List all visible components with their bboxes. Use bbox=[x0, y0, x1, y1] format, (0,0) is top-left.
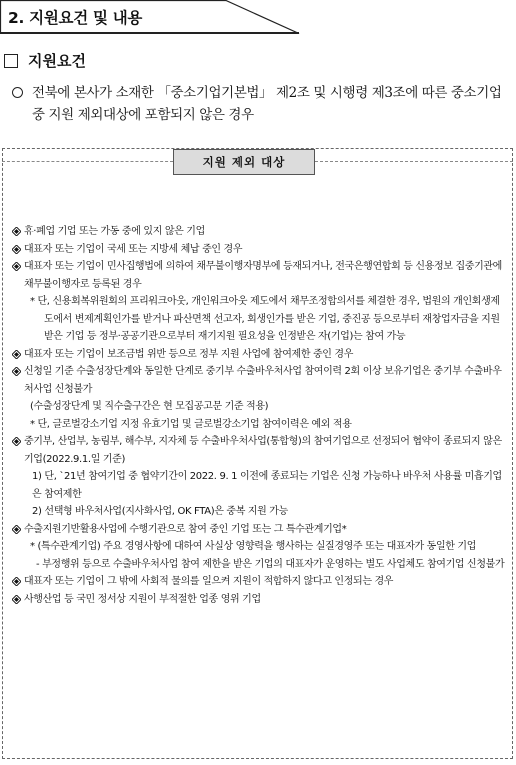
exclusion-item-text: * (특수관계기업) 주요 경영사항에 대하여 사실상 영향력을 행사하는 실질경영주 또는 대표자가 동일한 기업 bbox=[30, 541, 477, 552]
exclusion-item-text: (수출성장단계 및 직수출구간은 현 모집공고문 기준 적용) bbox=[30, 401, 269, 412]
section-banner bbox=[0, 0, 300, 34]
exclusion-item-text: * 단, 신용회복위원회의 프리워크아웃, 개인워크아웃 제도에서 채무조정합의서를 체결한 경우, 법원의 개인회생제도에서 변제계획인가를 받거나 파산면책 선고자, 회생인가를 받은 기업, 중진공 등으로부터 재창업자금을 지원받은 기업 등 정부·공공기관으로부터 재기지원 필요성을 인정받은 자(기업)는 참여 가능 bbox=[30, 296, 500, 342]
exclusion-subnote bbox=[10, 503, 508, 521]
exclusion-subnote bbox=[10, 416, 508, 434]
exclusion-list bbox=[10, 223, 508, 608]
exclusion-item bbox=[10, 573, 508, 591]
exclusion-item-text: 대표자 또는 기업이 보조금법 위반 등으로 정부 지원 사업에 참여제한 중인 경우 bbox=[24, 348, 354, 360]
exclusion-item bbox=[10, 521, 508, 539]
exclusion-item-text: * 단, 글로벌강소기업 지정 유효기업 및 글로벌강소기업 참여이력은 예외 적용 bbox=[30, 418, 352, 430]
diamond-bullet-icon bbox=[12, 262, 21, 271]
box-divider-right bbox=[315, 161, 513, 162]
diamond-bullet-icon bbox=[12, 595, 21, 604]
exclusion-subnote bbox=[10, 468, 508, 503]
exclusion-item bbox=[10, 223, 508, 241]
exclusion-item-text: 수출지원기반활용사업에 수행기관으로 참여 중인 기업 또는 그 특수관계기업* bbox=[24, 523, 347, 535]
diamond-bullet-icon bbox=[12, 227, 21, 236]
circle-bullet-icon bbox=[12, 87, 23, 98]
requirements-title: 지원요건 bbox=[28, 52, 86, 70]
section-title: 2. 지원요건 및 내용 bbox=[8, 9, 143, 27]
box-divider-left bbox=[2, 161, 173, 162]
diamond-bullet-icon bbox=[12, 245, 21, 254]
diamond-bullet-icon bbox=[12, 367, 21, 376]
exclusion-item bbox=[10, 346, 508, 364]
exclusion-item-text: 대표자 또는 기업이 국세 또는 지방세 체납 중인 경우 bbox=[24, 243, 243, 255]
exclusion-subnote bbox=[10, 556, 508, 574]
exclusion-item bbox=[10, 241, 508, 259]
intro-text: 전북에 본사가 소재한 「중소기업기본법」 제2조 및 시행령 제3조에 따른 중소기업 중 지원 제외대상에 포함되지 않은 경우 bbox=[32, 85, 502, 123]
exclusion-subnote bbox=[10, 293, 508, 346]
exclusion-item-text: 중기부, 산업부, 농림부, 해수부, 지자체 등 수출바우처사업(통합형)의 참여기업으로 선정되어 협약이 종료되지 않은 기업(2022.9.1.일 기준) bbox=[24, 436, 502, 465]
exclusion-item bbox=[10, 363, 508, 398]
exclusion-box-header: 지원 제외 대상 bbox=[173, 149, 315, 175]
diamond-bullet-icon bbox=[12, 350, 21, 359]
exclusion-item bbox=[10, 591, 508, 609]
exclusion-item-text: 2) 선택형 바우처사업(지사화사업, OK FTA)은 중복 지원 가능 bbox=[32, 506, 288, 517]
exclusion-item bbox=[10, 433, 508, 468]
requirements-heading bbox=[4, 50, 86, 71]
diamond-bullet-icon bbox=[12, 577, 21, 586]
diamond-bullet-icon bbox=[12, 525, 21, 534]
exclusion-item-text: 대표자 또는 기업이 민사집행법에 의하여 채무불이행자명부에 등재되거나, 전국은행연합회 등 신용정보 집중기관에 채무불이행자로 등록된 경우 bbox=[24, 261, 502, 290]
exclusion-item-text: - 부정행위 등으로 수출바우처사업 참여 제한을 받은 기업의 대표자가 운영하는 별도 사업체도 참여기업 신청불가 bbox=[36, 558, 505, 570]
checkbox-square-icon bbox=[4, 54, 18, 68]
exclusion-item bbox=[10, 258, 508, 293]
exclusion-item-text: 대표자 또는 기업이 그 밖에 사회적 물의를 일으켜 지원이 적합하지 않다고 인정되는 경우 bbox=[24, 576, 394, 587]
exclusion-subnote bbox=[10, 398, 508, 416]
exclusion-subnote bbox=[10, 538, 508, 556]
exclusion-item-text: 1) 단, `21년 참여기업 중 협약기간이 2022. 9. 1 이전에 종료되는 기업은 신청 가능하나 바우처 사용률 미흡기업은 참여제한 bbox=[32, 471, 502, 500]
exclusion-item-text: 신청일 기준 수출성장단계와 동일한 단계로 중기부 수출바우처사업 참여이력 2회 이상 보유기업은 중기부 수출바우처사업 신청불가 bbox=[24, 366, 502, 395]
exclusion-item-text: 사행산업 등 국민 정서상 지원이 부적절한 업종 영위 기업 bbox=[24, 593, 261, 605]
exclusion-item-text: 휴·폐업 기업 또는 가동 중에 있지 않은 기업 bbox=[24, 226, 205, 237]
diamond-bullet-icon bbox=[12, 437, 21, 446]
intro-paragraph bbox=[12, 82, 512, 126]
